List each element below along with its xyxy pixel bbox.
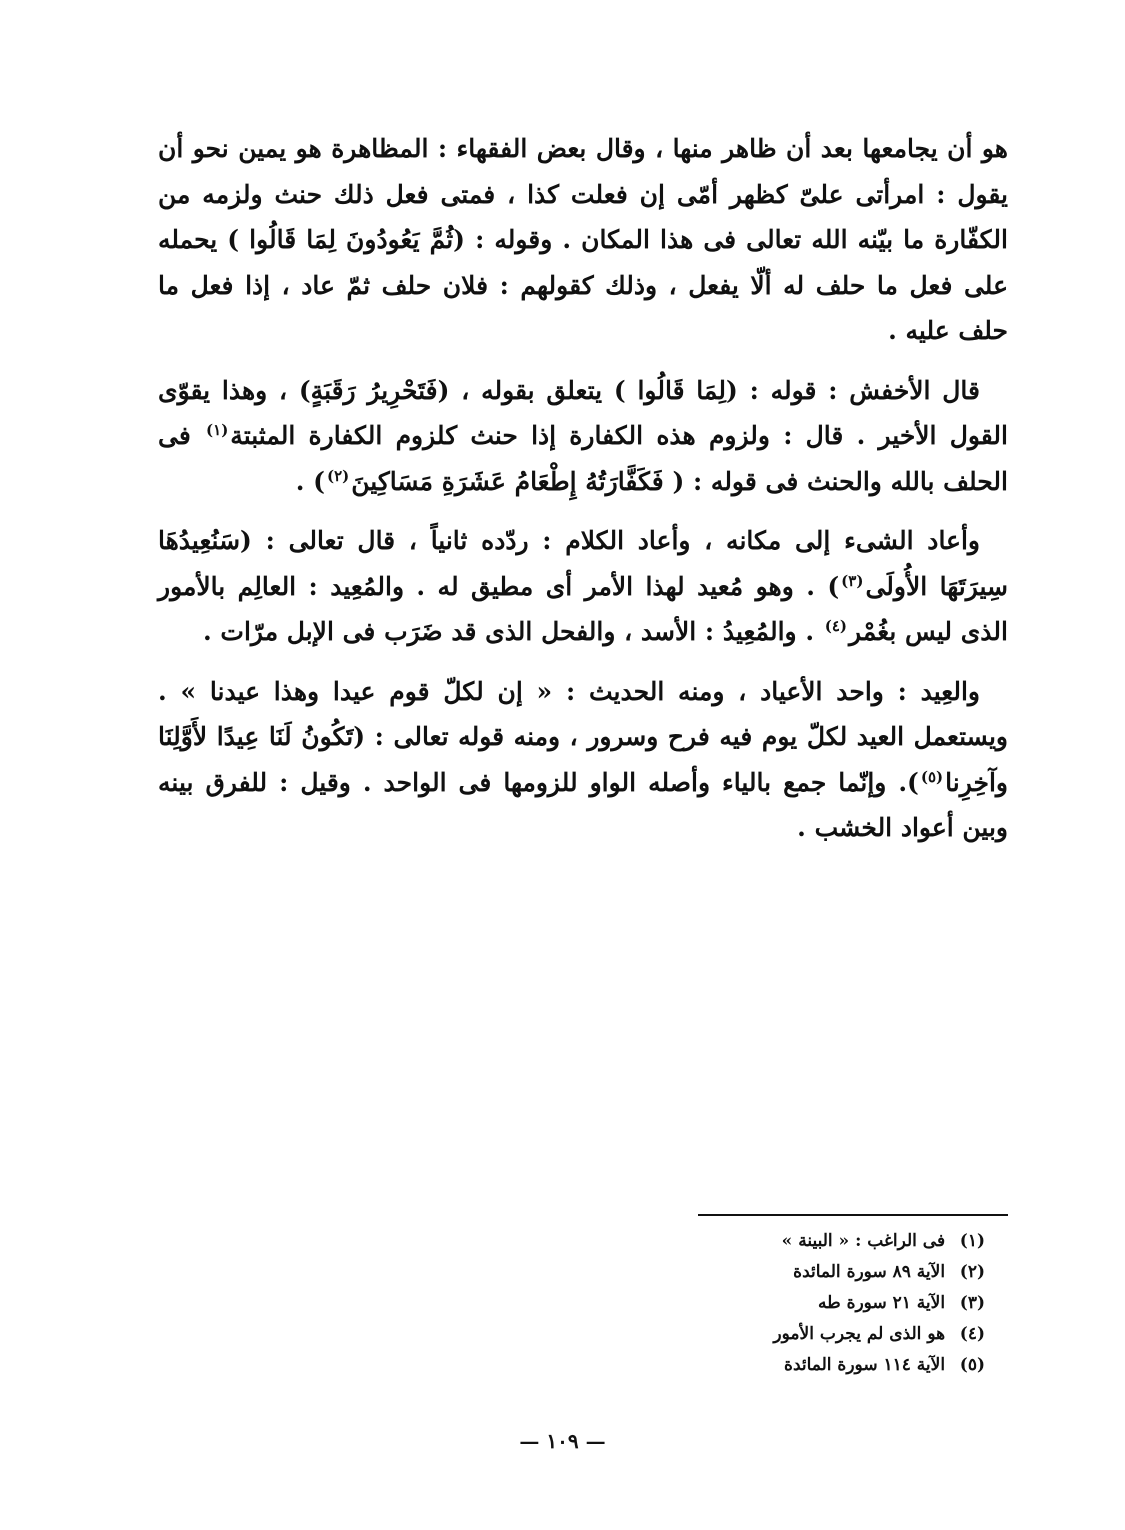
footnote-number: (٤) (959, 1324, 985, 1344)
footnote-reference: (٢) (327, 466, 350, 485)
footnotes-list (605, 1226, 985, 1381)
footnote-text: فى الراغب : « البينة » (781, 1231, 946, 1251)
paragraph-text: وأعاد الشىء إلى مكانه ، وأعاد الكلام : ردّده ثانياً ، قال تعالى : (سَنُعِيدُهَا سِيرَتَهَا الأُولَى (158, 526, 1008, 601)
paragraph-text: . والمُعِيدُ : الأسد ، والفحل الذى قد ضَرَب فى الإبل مرّات . (203, 617, 823, 646)
main-text-block (158, 126, 1008, 851)
footnote-separator (698, 1214, 1008, 1216)
paragraph-text: هو أن يجامعها بعد أن ظاهر منها ، وقال بعض الفقهاء : المظاهرة هو يمين نحو أن يقول : امرأتى علىّ كظهر أمّى إن فعلت كذا ، فمتى فعل ذلك حنث ولزمه من الكفّارة ما بيّنه الله تعالى فى هذا المكان . وقوله : (ثُمَّ يَعُودُونَ لِمَا قَالُوا ) يحمله على فعل ما حلف له ألّا يفعل ، وذلك كقولهم : فلان حلف ثمّ عاد ، إذا فعل ما حلف عليه . (158, 134, 1008, 345)
footnote-reference: (٥) (920, 767, 944, 786)
paragraph-text: والعِيد : واحد الأعياد ، ومنه الحديث : « إن لكلّ قوم عيدا وهذا عيدنا » . ويستعمل العيد لكلّ يوم فيه فرح وسرور ، ومنه قوله تعالى : (تَكُونُ لَنَا عِيدًا لأَوَّلِنَا وآخِرِنا (158, 676, 1008, 797)
footnote-reference: (٤) (824, 617, 848, 635)
paragraph (158, 126, 1008, 354)
footnote-number: (٣) (959, 1293, 985, 1313)
footnote-reference: (١) (206, 421, 229, 439)
footnote-number: (١) (959, 1231, 985, 1251)
page-number: — ١٠٩ — (519, 1429, 606, 1453)
paragraph (158, 518, 1008, 655)
paragraph-text: قال الأخفش : قوله : (لِمَا قَالُوا ) يتعلق بقوله ، (فَتَحْرِيرُ رَقَبَةٍ) ، وهذا يقوّى القول الأخير . قال : ولزوم هذه الكفارة إذا حنث كلزوم الكفارة المثبتة (158, 375, 1008, 450)
paragraph (158, 669, 1008, 851)
paragraph-text: ) . وهو مُعيد لهذا الأمر أى مطيق له . والمُعِيد : العالِم بالأمور الذى ليس بغُمْر (158, 571, 1008, 646)
footnote-item (605, 1288, 985, 1319)
footnote-text: الآية ٢١ سورة طه (818, 1293, 946, 1313)
footnote-text: الآية ٨٩ سورة المائدة (793, 1262, 946, 1282)
paragraph-text: ) . (295, 466, 325, 496)
paragraph-text: ). وإنّما جمع بالياء وأصله الواو للزومها فى الواحد . وقيل : للفرق بينه وبين أعواد الخشب . (158, 767, 1008, 842)
footnote-text: هو الذى لم يجرب الأمور (773, 1324, 946, 1344)
footnote-number: (٥) (959, 1355, 985, 1375)
footnote-item (605, 1319, 985, 1350)
footnote-number: (٢) (959, 1262, 985, 1282)
footnote-item (605, 1257, 985, 1288)
footnote-text: الآية ١١٤ سورة المائدة (784, 1355, 946, 1375)
footnote-item (605, 1226, 985, 1257)
paragraph-text: فى الحلف بالله والحنث فى قوله : ( فَكَفَّارَتُهُ إِطْعَامُ عَشَرَةِ مَسَاكِينَ (158, 421, 1008, 496)
footnote-item (605, 1350, 985, 1381)
footnote-reference: (٣) (841, 571, 864, 590)
paragraph (158, 368, 1008, 505)
